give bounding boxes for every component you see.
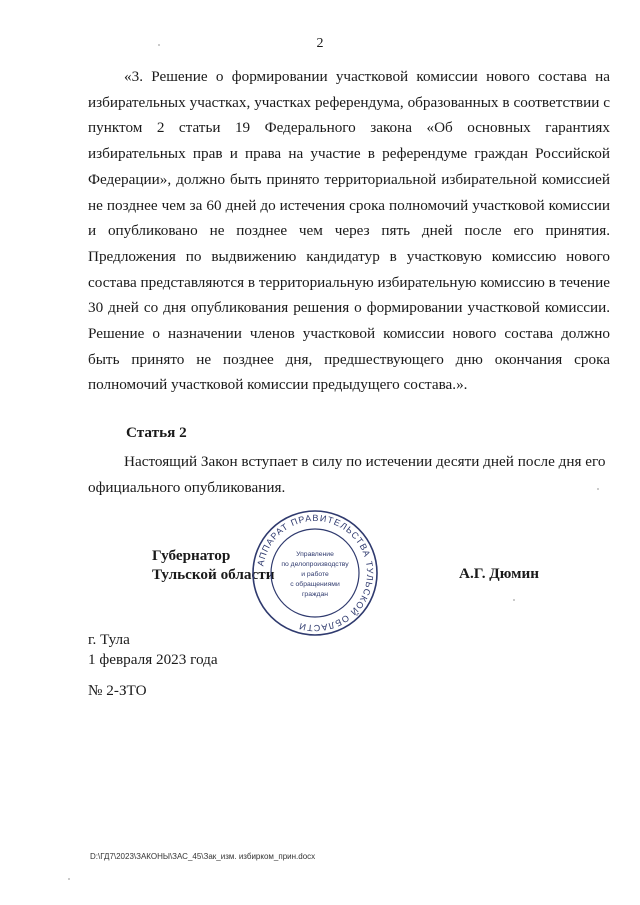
signature-title-line2: Тульской области xyxy=(152,566,275,583)
scan-speck xyxy=(513,599,515,601)
official-stamp xyxy=(250,508,380,638)
article-text xyxy=(88,449,610,500)
amendment-paragraph: «3. Решение о формировании участковой комиссии нового состава на избирательных участках, участках референдума, образованных в соответствии с пунктом 2 статьи 19 Федерального закона «Об основных гарантиях избирательных прав и права на участие в референдуме граждан Российской Федерации», должно быть принято территориальной избирательной комиссией не позднее чем за 60 дней до истечения срока полномочий участковой комиссии и опубликовано не позднее чем через пять дней после его принятия. Предложения по выдвижению кандидатур в участковую комиссию нового состава представляются в территориальную избирательную комиссию в течение 30 дней со дня опубликования решения о формировании участковой комиссии. Решение о назначении членов участковой комиссии нового состава должно быть принято не позднее дня, предшествующего дню окончания срока полномочий участковой комиссии предыдущего состава.». xyxy=(88,68,610,394)
date: 1 февраля 2023 года xyxy=(88,651,218,668)
law-number: № 2-ЗТО xyxy=(88,682,147,699)
stamp-line: и работе xyxy=(301,571,329,578)
page-number: 2 xyxy=(316,36,324,51)
file-path: D:\ГД7\2023\ЗАКОНЫ\ЗАС_45\Зак_изм. избирком_прин.docx xyxy=(90,852,316,861)
stamp-outer-text: АППАРАТ ПРАВИТЕЛЬСТВА ТУЛЬСКОЙ ОБЛАСТИ xyxy=(255,512,376,634)
amendment-text xyxy=(88,64,610,398)
stamp-line: граждан xyxy=(301,591,329,598)
article-paragraph: Настоящий Закон вступает в силу по истечении десяти дней после дня его официального опубликования. xyxy=(88,453,606,496)
scan-speck xyxy=(597,488,599,490)
city: г. Тула xyxy=(88,631,130,648)
signatory-name: А.Г. Дюмин xyxy=(459,565,540,582)
scan-speck xyxy=(68,878,70,880)
article-heading: Статья 2 xyxy=(126,424,187,441)
stamp-line: по делопроизводству xyxy=(281,561,349,568)
scan-speck xyxy=(158,44,160,46)
signature-title-line1: Губернатор xyxy=(152,547,231,564)
place-and-date xyxy=(88,630,218,670)
stamp-line: Управление xyxy=(296,551,334,558)
stamp-line: с обращениями xyxy=(290,581,340,588)
